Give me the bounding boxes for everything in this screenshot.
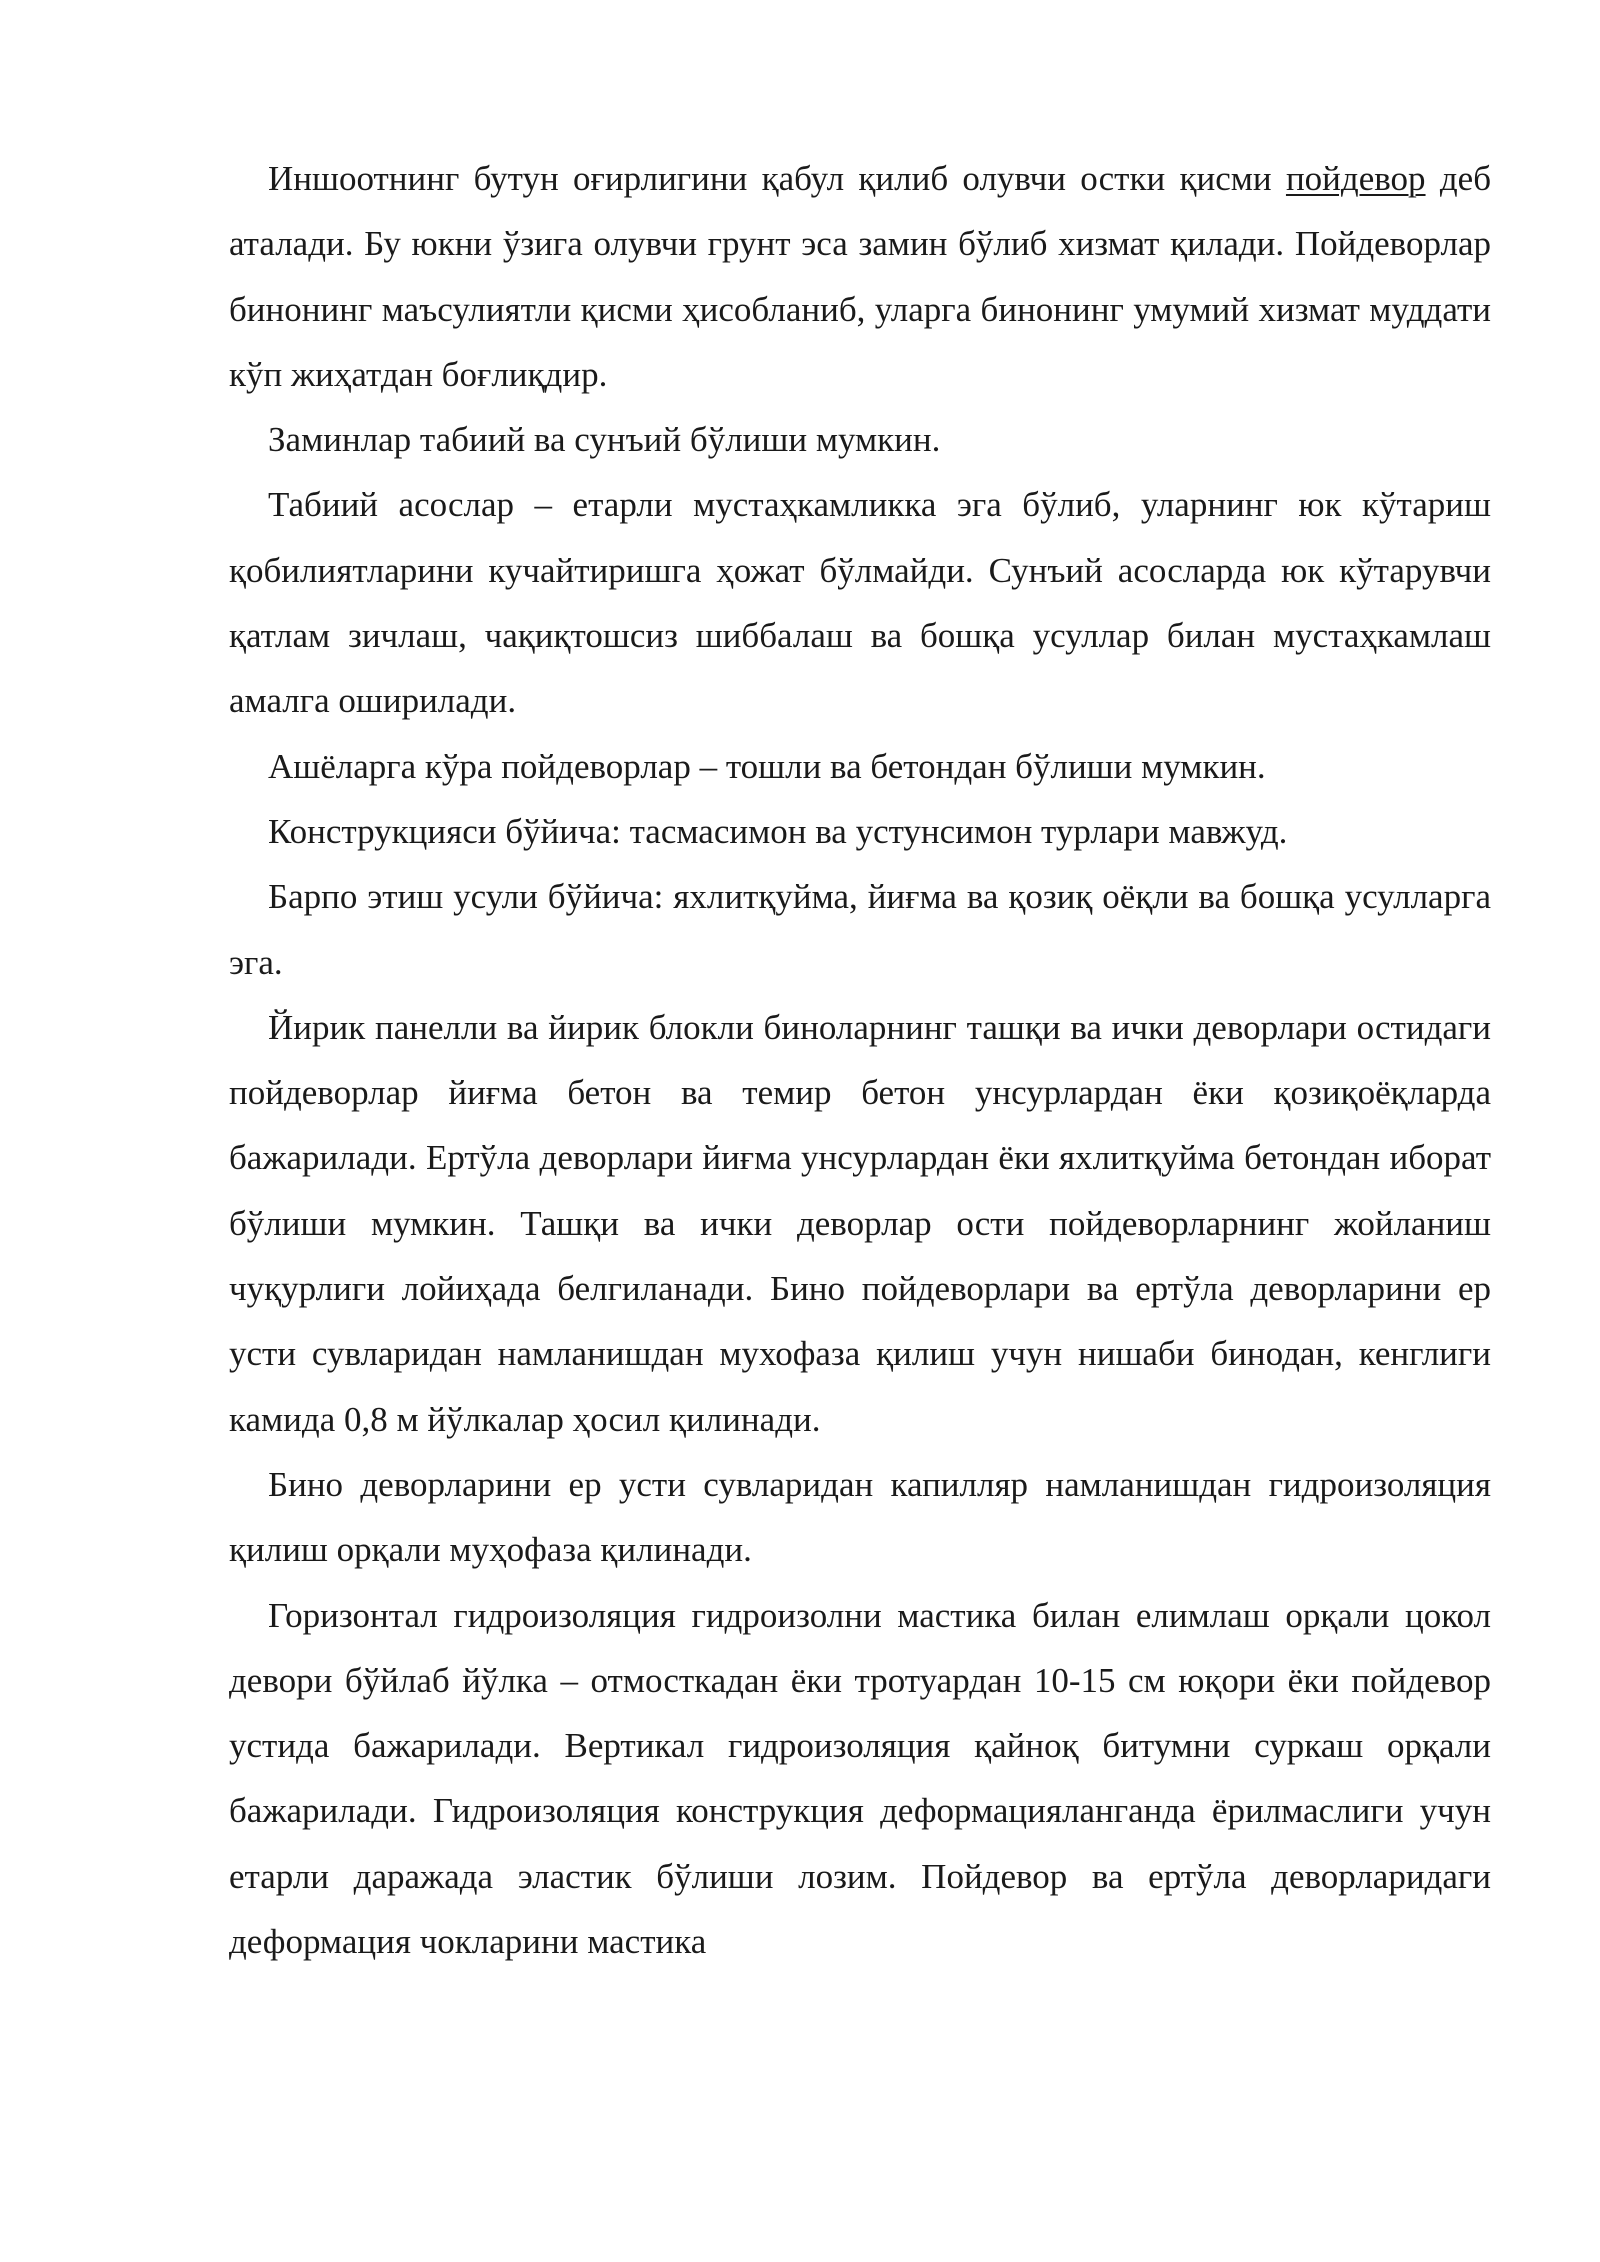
underlined-term: пойдевор xyxy=(1285,159,1426,198)
paragraph-build-method: Барпо этиш усули бўйича: яхлитқуйма, йиғма ва қозиқ оёқли ва бошқа усулларга эга. xyxy=(229,877,1491,982)
paragraph-materials: Ашёларга кўра пойдеворлар – тошли ва бетондан бўлиши мумкин. xyxy=(268,746,1266,786)
paragraph-base-types: Заминлар табиий ва сунъий бўлиши мумкин. xyxy=(268,420,941,460)
paragraph-construction: Конструкцияси бўйича: тасмасимон ва устунсимон турлари мавжуд. xyxy=(268,811,1288,851)
document-body xyxy=(229,146,1491,1974)
paragraph-text: деб аталади. Бу юкни ўзига олувчи грунт эса замин бўлиб хизмат қилади. Пойдеворлар бинонинг маъсулиятли қисми ҳисобланиб, уларга бинонинг умумий хизмат муддати кўп жиҳатдан боғлиқдир. xyxy=(229,159,1491,394)
paragraph-foundation-definition xyxy=(229,146,1491,407)
paragraph-panel-buildings: Йирик панелли ва йирик блокли биноларнинг ташқи ва ички деворлари остидаги пойдеворлар йиғма бетон ва темир бетон унсурлардан ёки қозиқоёқларда бажарилади. Ертўла деворлари йиғма унсурлардан ёки яхлитқуйма бетондан иборат бўлиши мумкин. Ташқи ва ички деворлар ости пойдеворларнинг жойланиш чуқурлиги лойиҳада белгиланади. Бино пойдеворлари ва ертўла деворларини ер усти сувларидан намланишдан мухофаза қилиш учун нишаби бинодан, кенглиги камида 0,8 м йўлкалар ҳосил қилинади. xyxy=(229,1007,1491,1439)
paragraph-capillary-protection: Бино деворларини ер усти сувларидан капилляр намланишдан гидроизоляция қилиш орқали муҳофаза қилинади. xyxy=(229,1464,1491,1570)
paragraph-natural-bases: Табиий асослар – етарли мустаҳкамликка эга бўлиб, уларнинг юк кўтариш қобилиятларини кучайтиришга ҳожат бўлмайди. Сунъий асосларда юк кўтарувчи қатлам зичлаш, чақиқтошсиз шиббалаш ва бошқа усуллар билан мустаҳкамлаш амалга оширилади. xyxy=(229,485,1491,721)
paragraph-horizontal-waterproofing: Горизонтал гидроизоляция гидроизолни мастика билан елимлаш орқали цокол девори бўйлаб йўлка – отмосткадан ёки тротуардан 10-15 см юқори ёки пойдевор устида бажарилади. Вертикал гидроизоляция қайноқ битумни суркаш орқали бажарилади. Гидроизоляция конструкция деформацияланганда ёрилмаслиги учун етарли даражада эластик бўлиши лозим. Пойдевор ва ертўла деворларидаги деформация чокларини мастика xyxy=(229,1595,1491,1962)
paragraph-text: Иншоотнинг бутун оғирлигини қабул қилиб олувчи остки қисми xyxy=(268,159,1286,198)
